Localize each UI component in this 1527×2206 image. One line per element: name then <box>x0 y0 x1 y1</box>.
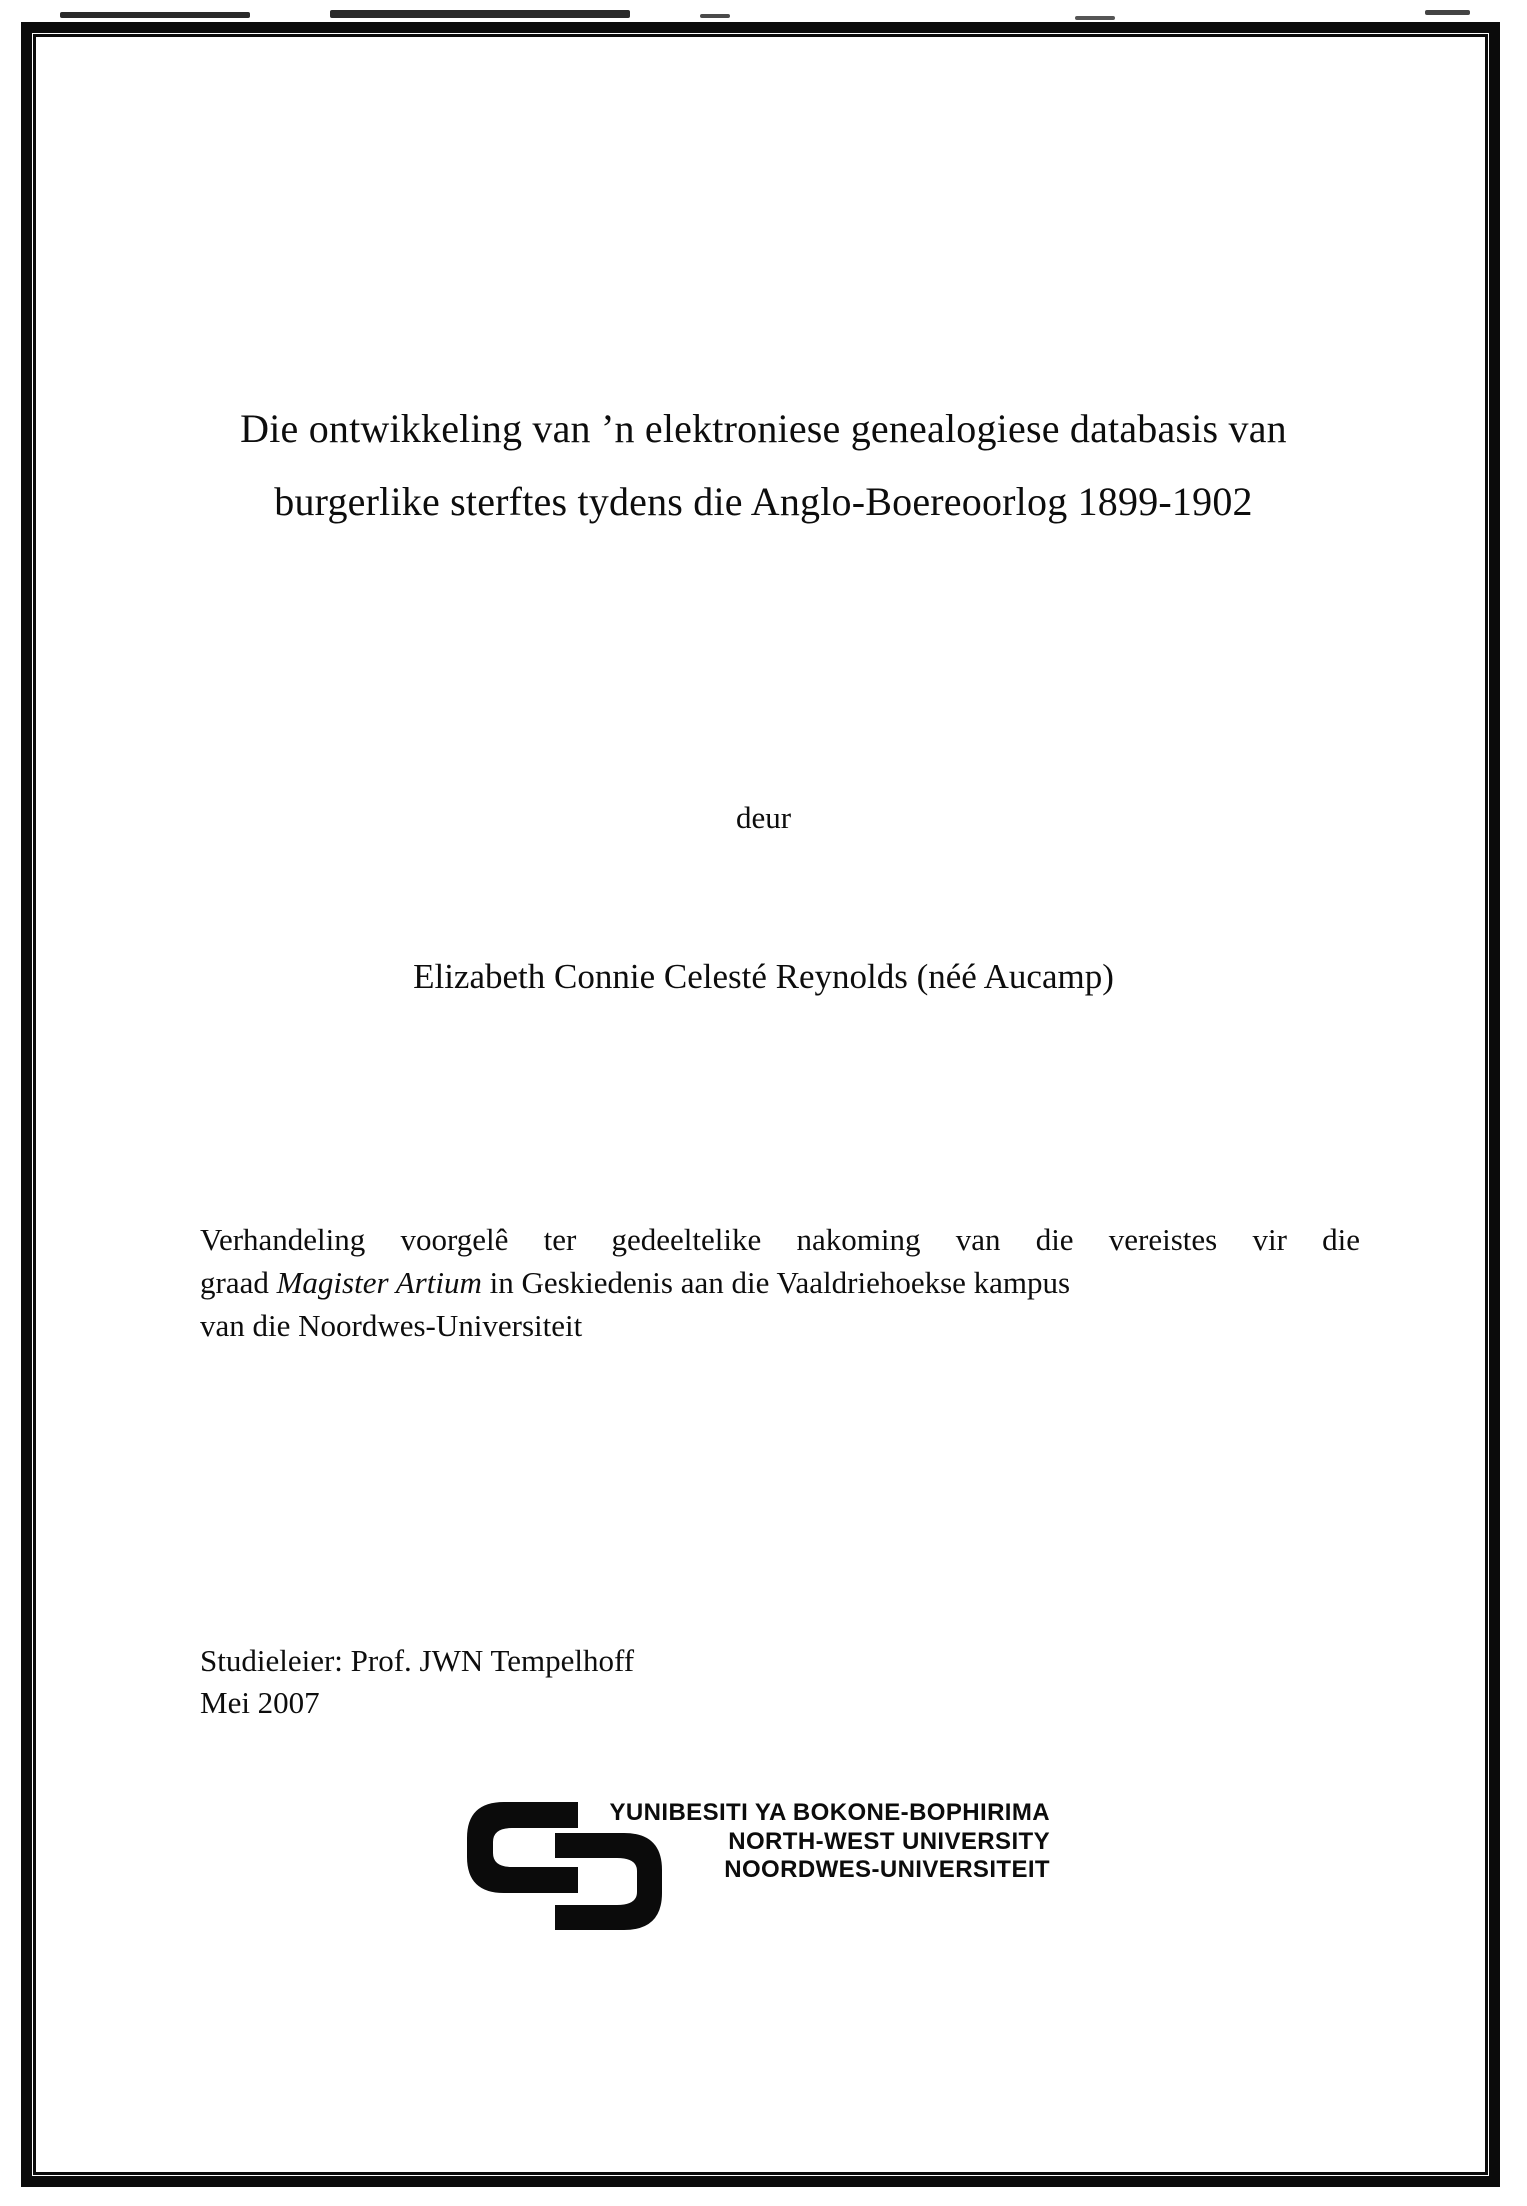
scan-artifact <box>330 10 630 18</box>
statement-line-2 <box>200 1261 1360 1304</box>
title-line-2: burgerlike sterftes tydens die Anglo-Boereoorlog 1899-1902 <box>274 479 1253 524</box>
page-title <box>40 392 1487 538</box>
title-line-1: Die ontwikkeling van ’n elektroniese genealogiese databasis van <box>240 406 1287 451</box>
university-logo-text <box>450 1799 1050 1885</box>
scan-artifact <box>1075 16 1115 20</box>
scan-artifact <box>700 14 730 18</box>
supervisor-line: Studieleier: Prof. JWN Tempelhoff <box>200 1643 635 1678</box>
statement-line-2-prefix: graad <box>200 1265 277 1300</box>
logo-line-english: NORTH-WEST UNIVERSITY <box>728 1827 1050 1855</box>
scan-artifact <box>1425 10 1470 15</box>
logo-line-setswana: YUNIBESITI YA BOKONE-BOPHIRIMA <box>609 1799 1050 1826</box>
byline-label: deur <box>735 800 792 835</box>
thesis-statement <box>200 1218 1360 1347</box>
supervisor-block <box>200 1640 1100 1724</box>
statement-line-1: Verhandeling voorgelê ter gedeeltelike nakoming van die vereistes vir die <box>200 1222 1360 1257</box>
logo-line-afrikaans: NOORDWES-UNIVERSITEIT <box>724 1856 1050 1883</box>
statement-line-2-suffix: in Geskiedenis aan die Vaaldriehoekse kampus <box>481 1265 1071 1300</box>
date-line: Mei 2007 <box>200 1685 320 1720</box>
scan-artifact <box>60 12 250 18</box>
degree-name: Magister Artium <box>276 1265 482 1300</box>
author-name: Elizabeth Connie Celesté Reynolds (néé Aucamp) <box>413 957 1114 996</box>
statement-line-3: van die Noordwes-Universiteit <box>200 1308 583 1343</box>
